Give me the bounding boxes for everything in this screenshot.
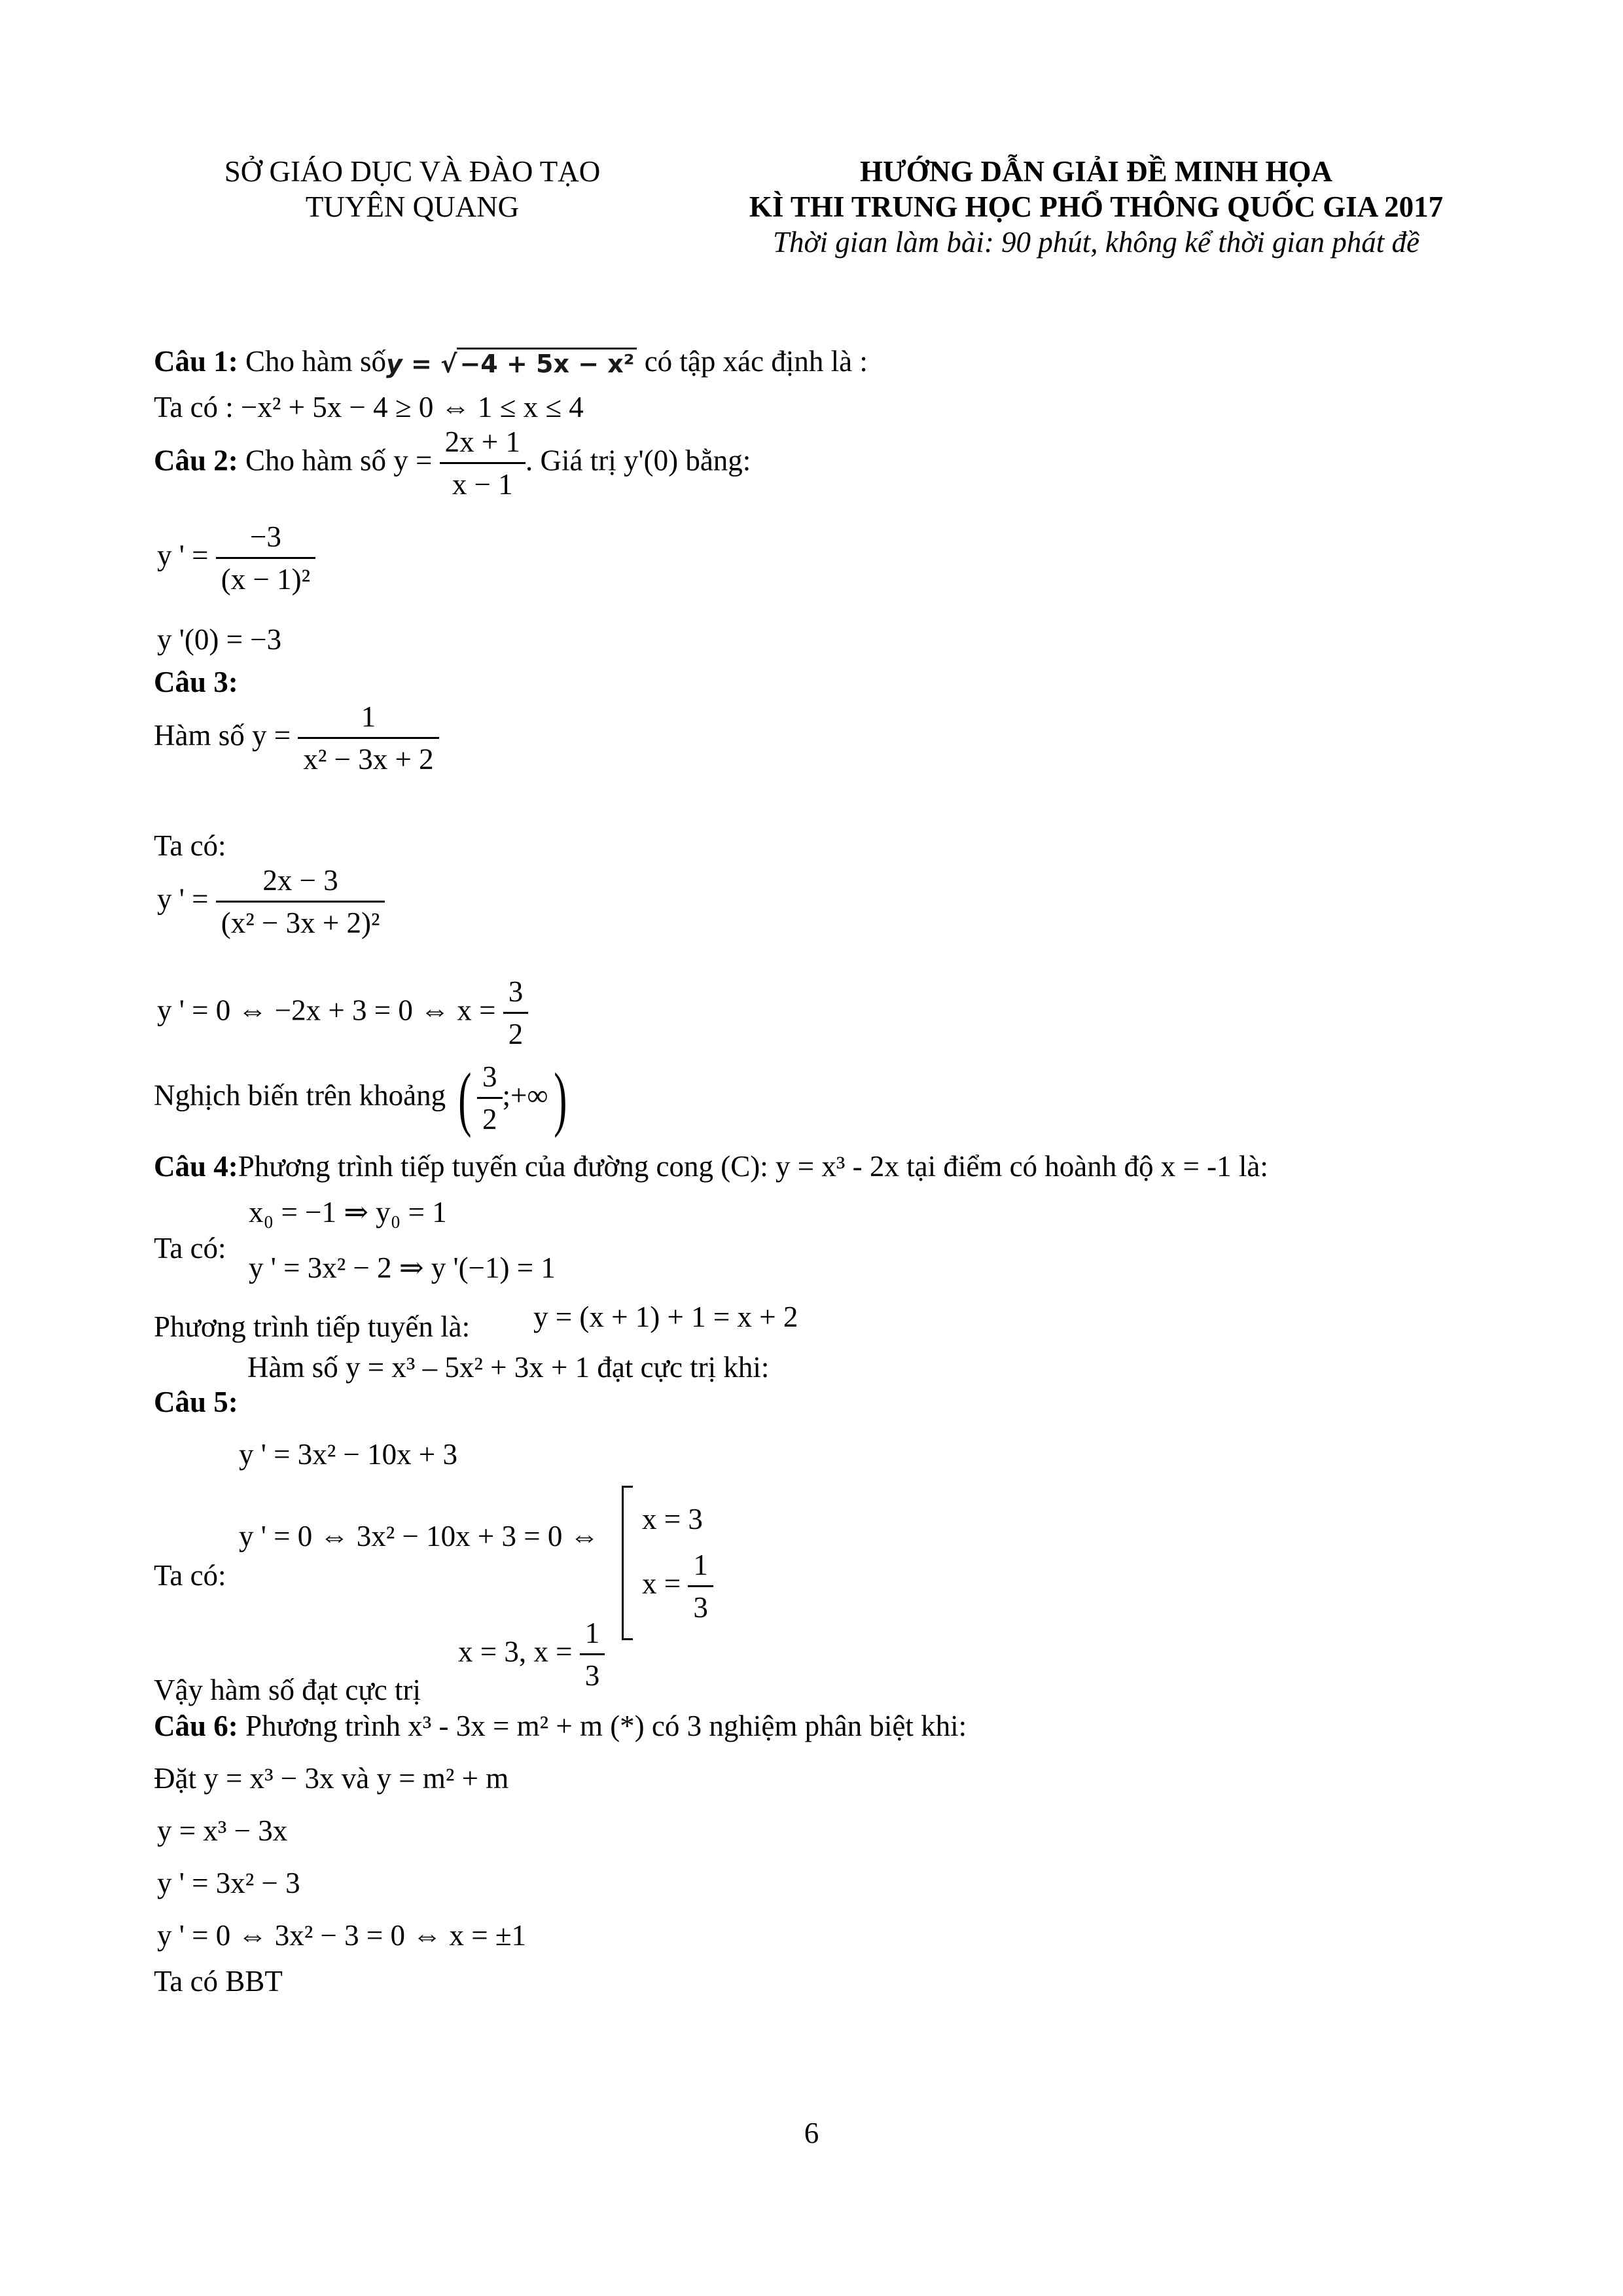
- q4-text: Phương trình tiếp tuyến của đường cong (C): y = x³ - 2x tại điểm có hoành độ x = -1 là:: [238, 1150, 1268, 1183]
- q4-tangent: [154, 1309, 470, 1344]
- page-number: 6: [804, 2117, 819, 2149]
- q5-conclusion-expr: [458, 1617, 605, 1693]
- q2-deriv-lhs: y ' =: [157, 539, 216, 572]
- q3-concl-num: 3: [477, 1060, 503, 1099]
- q6-text: Phương trình x³ - 3x = m² + m (*) có 3 nghiệm phân biệt khi:: [238, 1710, 967, 1742]
- q2-den: x − 1: [452, 467, 513, 501]
- q1-formula-lhs: y =: [386, 349, 441, 378]
- q4-ta-co: Ta có:: [154, 1232, 226, 1265]
- q3-func-den: x² − 3x + 2: [303, 742, 434, 776]
- q4-tangent-label: Phương trình tiếp tuyến là:: [154, 1310, 471, 1343]
- q1-formula: y = √ −4 + 5x − x²: [386, 350, 637, 380]
- q3-func-text: Hàm số y =: [154, 719, 298, 752]
- header-right-line3: Thời gian làm bài: 90 phút, không kể thời gian phát đề: [773, 226, 1419, 259]
- q4-tangent-eq: y = (x + 1) + 1 = x + 2: [533, 1300, 798, 1333]
- q1-statement: [154, 344, 868, 379]
- q5-root2-fraction: [688, 1549, 713, 1625]
- q5-root2-num: 1: [688, 1549, 713, 1587]
- q5-concl-den: 3: [584, 1659, 600, 1692]
- q5-root2: [642, 1549, 713, 1625]
- q5-derivative: y ' = 3x² − 10x + 3: [239, 1438, 457, 1471]
- q2-result: y '(0) = −3: [157, 623, 282, 656]
- q3-deriv-lhs: y ' =: [157, 882, 216, 916]
- q6-line1: y = x³ − 3x: [157, 1814, 288, 1847]
- q2-label: Câu 2:: [154, 444, 238, 477]
- q3-concl-fraction: [477, 1060, 503, 1137]
- q5-concl-expr: x = 3, x =: [458, 1635, 580, 1668]
- q6-line2: y ' = 3x² − 3: [157, 1867, 300, 1899]
- q6-line3: y ' = 0 ⇔ 3x² − 3 = 0 ⇔ x = ±1: [157, 1919, 527, 1952]
- q3-eq-fraction: [503, 975, 529, 1052]
- q6-set: Đặt y = x³ − 3x và y = m² + m: [154, 1762, 509, 1795]
- q2-deriv-fraction: [216, 520, 315, 597]
- q2-fraction: [440, 425, 526, 502]
- q3-deriv-num: 2x − 3: [216, 864, 385, 903]
- q3-concl-text: Nghịch biến trên khoảng: [154, 1079, 454, 1112]
- q5-concl-fraction: [580, 1617, 605, 1693]
- q5-intro: Hàm số y = x³ – 5x² + 3x + 1 đạt cực trị khi:: [247, 1351, 770, 1384]
- q2-derivative: [157, 520, 315, 597]
- q3-func-num: 1: [298, 700, 438, 739]
- q5-eq: y ' = 0 ⇔ 3x² − 10x + 3 = 0 ⇔: [239, 1520, 599, 1552]
- q3-eq-text: y ' = 0 ⇔ −2x + 3 = 0 ⇔ x =: [157, 994, 503, 1027]
- header-left-line2: TUYÊN QUANG: [305, 190, 520, 223]
- q3-concl-den: 2: [482, 1102, 497, 1136]
- q5-equation: [239, 1518, 599, 1554]
- q3-eq-num: 3: [503, 975, 529, 1014]
- q5-root2-den: 3: [693, 1590, 708, 1624]
- header-right-line2: KÌ THI TRUNG HỌC PHỔ THÔNG QUỐC GIA 2017: [749, 190, 1444, 223]
- q3-func-fraction: [298, 700, 438, 777]
- q5-root2-lhs: x =: [642, 1567, 688, 1600]
- q1-solution: Ta có : −x² + 5x − 4 ≥ 0 ⇔ 1 ≤ x ≤ 4: [154, 391, 584, 423]
- q4-step1: x₀ = −1 ⇒ y₀ = 1: [249, 1196, 447, 1229]
- q1-formula-sqrt: −4 + 5x − x²: [457, 348, 637, 378]
- q3-function: [154, 700, 439, 777]
- q6-bbt: Ta có BBT: [154, 1965, 283, 1998]
- q1-text-before: Cho hàm số: [238, 345, 387, 378]
- q4-statement: [154, 1149, 1268, 1184]
- q5-root1: x = 3: [642, 1502, 703, 1535]
- q1-text-after: có tập xác định là :: [637, 345, 868, 378]
- q1-label: Câu 1:: [154, 345, 238, 378]
- q3-concl-tail: ;+∞: [502, 1079, 548, 1112]
- q2-deriv-den: (x − 1)²: [221, 562, 311, 596]
- q3-critical: [157, 975, 528, 1052]
- q3-deriv-fraction: [216, 864, 385, 941]
- q3-ta-co: Ta có:: [154, 829, 226, 862]
- bracket-icon: [622, 1486, 633, 1640]
- q3-derivative: [157, 864, 385, 941]
- header-left-line1: SỞ GIÁO DỤC VÀ ĐÀO TẠO: [224, 155, 601, 188]
- q2-num: 2x + 1: [440, 425, 526, 464]
- header-left: [151, 154, 674, 224]
- q5-label: Câu 5:: [154, 1386, 238, 1418]
- q2-statement: [154, 425, 751, 502]
- q2-text-before: Cho hàm số y =: [238, 444, 440, 477]
- q3-deriv-den: (x² − 3x + 2)²: [221, 906, 380, 939]
- q6-label: Câu 6:: [154, 1710, 238, 1742]
- q3-label: Câu 3:: [154, 666, 238, 698]
- q3-eq-den: 2: [508, 1017, 524, 1050]
- q2-deriv-num: −3: [216, 520, 315, 559]
- q6-statement: [154, 1708, 967, 1744]
- q2-text-after: . Giá trị y'(0) bằng:: [526, 444, 751, 477]
- q4-label: Câu 4:: [154, 1150, 238, 1183]
- q5-concl-num: 1: [580, 1617, 605, 1655]
- q3-conclusion: [154, 1060, 572, 1137]
- q5-conclusion-text: Vậy hàm số đạt cực trị: [154, 1674, 421, 1706]
- q4-step2: y ' = 3x² − 2 ⇒ y '(−1) = 1: [249, 1251, 556, 1284]
- header-right-line1: HƯỚNG DẪN GIẢI ĐỀ MINH HỌA: [859, 155, 1333, 188]
- header-right: [694, 154, 1499, 260]
- left-paren: (: [458, 1058, 472, 1139]
- right-paren: ): [553, 1058, 567, 1139]
- q5-ta-co: Ta có:: [154, 1559, 226, 1592]
- q5-roots: [622, 1486, 713, 1640]
